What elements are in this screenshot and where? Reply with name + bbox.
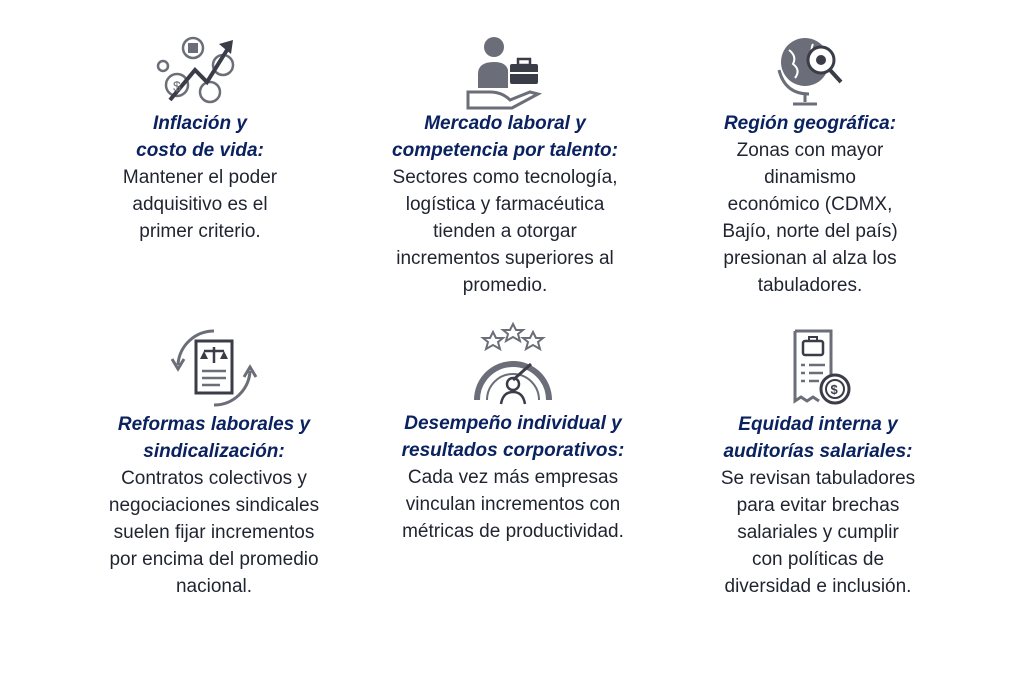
svg-text:$: $ <box>830 382 838 397</box>
card-body: Mantener el poder adquisitivo es el primer criterio. <box>122 167 278 242</box>
card-body: Cada vez más empresas vinculan incrementos con métricas de productividad. <box>402 467 624 542</box>
card-title: Región geográfica: <box>723 113 897 134</box>
card-title: Desempeño individual y resultados corporativos: <box>401 413 625 461</box>
card-title: Equidad interna y auditorías salariales: <box>723 414 913 462</box>
salary-audit-document-icon <box>773 325 863 411</box>
globe-location-icon <box>765 30 855 110</box>
card-title: Mercado laboral y competencia por talento: <box>392 113 618 161</box>
performance-gauge-icon <box>463 320 563 410</box>
inflation-chart-icon <box>155 30 245 110</box>
card-title: Inflación y costo de vida: <box>136 113 264 161</box>
card-salary-equity <box>668 325 968 600</box>
card-inflation <box>50 30 350 245</box>
legal-document-cycle-icon <box>164 325 264 411</box>
card-title: Reformas laborales y sindicalización: <box>117 414 311 462</box>
card-region <box>660 30 960 299</box>
card-body: Sectores como tecnología, logística y farmacéutica tienden a otorgar incrementos superiores al promedio. <box>392 167 618 296</box>
card-body: Se revisan tabuladores para evitar brechas salariales y cumplir con políticas de diversidad e inclusión. <box>720 468 916 597</box>
card-body: Zonas con mayor dinamismo económico (CDMX, Bajío, norte del país) presionan al alza los tabuladores. <box>722 140 898 296</box>
card-labor-reforms <box>64 325 364 600</box>
worker-briefcase-icon <box>460 30 550 110</box>
card-performance <box>363 320 663 545</box>
card-body: Contratos colectivos y negociaciones sindicales suelen fijar incrementos por encima del promedio nacional. <box>108 468 320 597</box>
card-labor-market <box>355 30 655 299</box>
svg-text:$: $ <box>173 78 181 94</box>
